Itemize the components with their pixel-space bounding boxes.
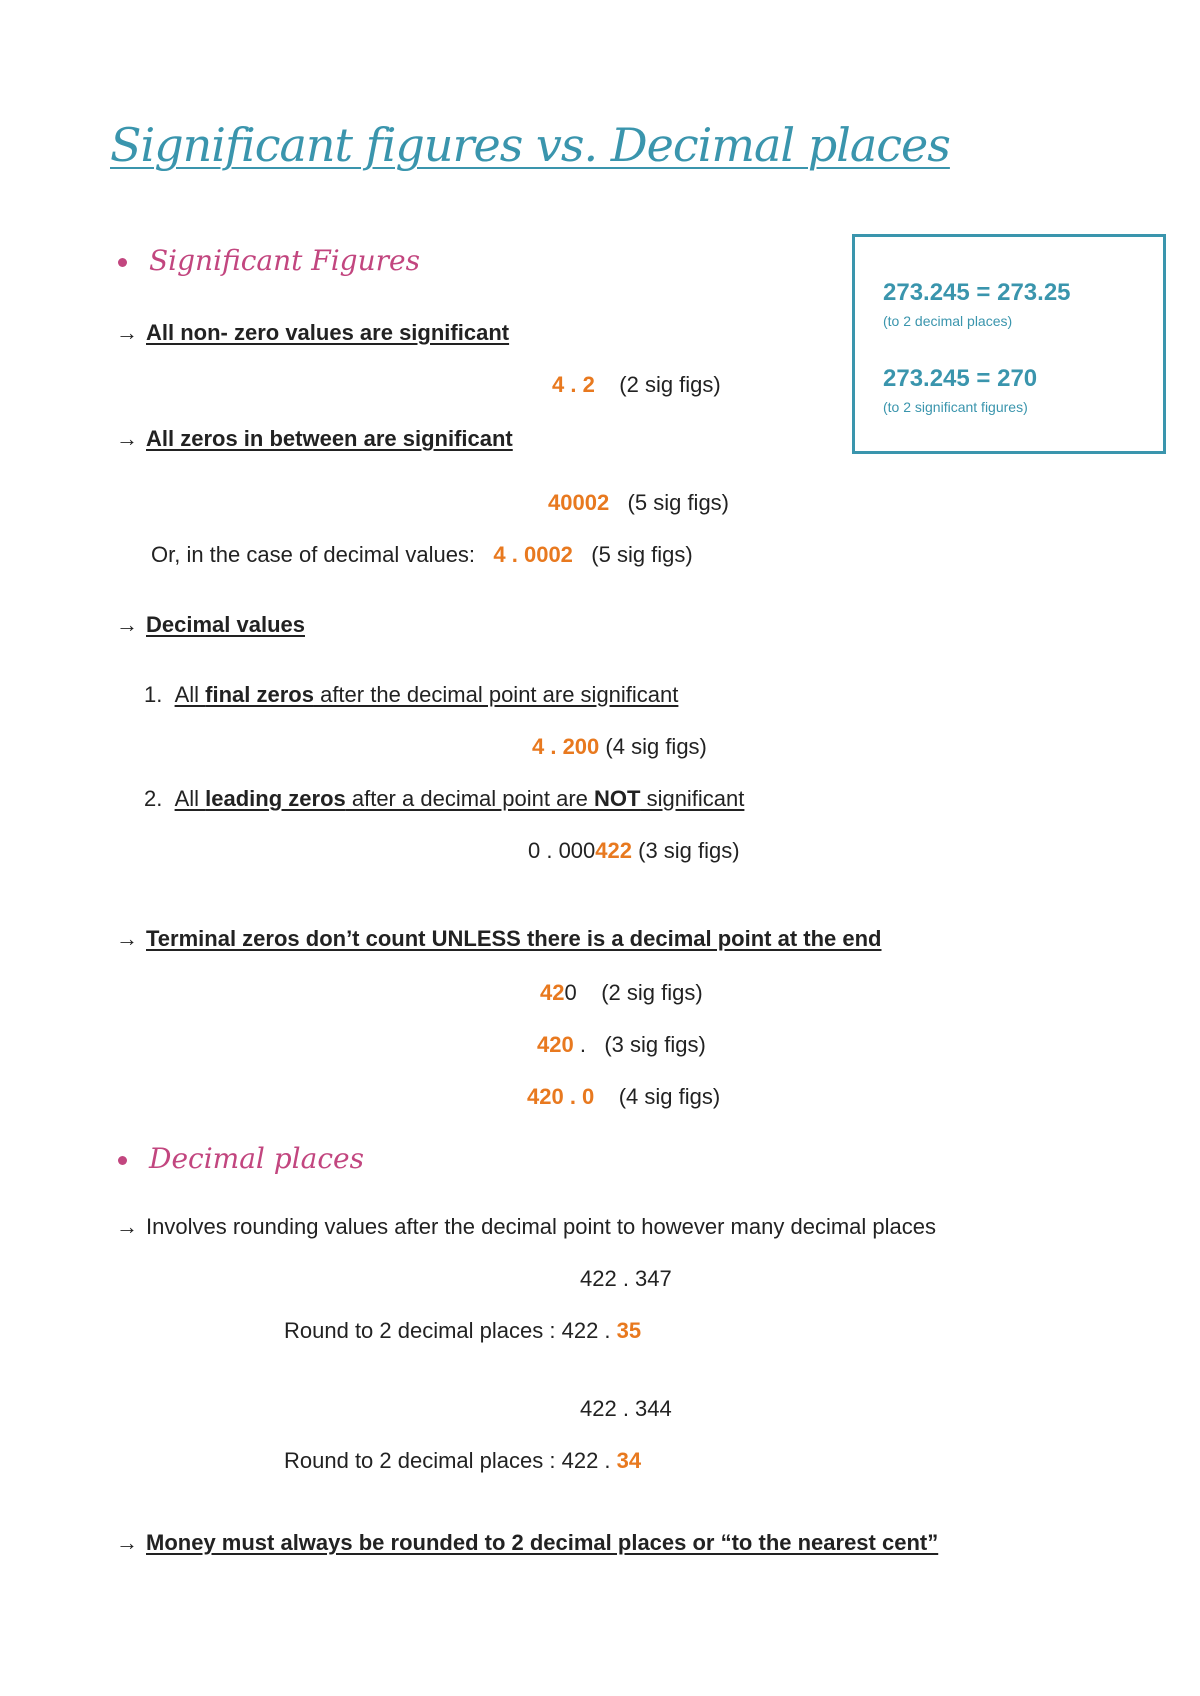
example-note: (2 sig figs) — [601, 980, 703, 1005]
equation-decimal-places-note: (to 2 decimal places) — [883, 313, 1013, 329]
example-decimal-between — [151, 542, 693, 568]
example-rounding-2 — [284, 1448, 641, 1474]
list-number: 2. — [144, 786, 163, 811]
example-value: 4 . 0002 — [493, 542, 573, 567]
example-leading-zeros — [528, 838, 740, 864]
example-value: 42 — [540, 980, 565, 1005]
list-text-bold: leading zeros — [205, 786, 346, 811]
example-terminal-3 — [527, 1084, 720, 1110]
page-title: Significant figures vs. Decimal places — [110, 118, 950, 172]
example-lead: Round to 2 decimal places : 422 . — [284, 1318, 617, 1343]
example-final-zeros — [532, 734, 707, 760]
example-value: 422 — [595, 838, 632, 863]
equation-sig-figs-note: (to 2 significant figures) — [883, 399, 1028, 415]
example-plain: 0 — [564, 980, 577, 1005]
rule-between — [116, 426, 513, 452]
equation-sig-figs: 273.245 = 270 — [883, 365, 1038, 392]
list-text — [175, 786, 745, 811]
example-number-2: 422 . 344 — [580, 1396, 672, 1421]
list-item-leading-zeros — [144, 786, 744, 812]
example-note: (5 sig figs) — [591, 542, 693, 567]
rule-nonzero — [116, 320, 509, 346]
rule-terminal-zeros-text: Terminal zeros don’t count UNLESS there is a decimal point at the end — [146, 926, 882, 951]
list-text-bold: final zeros — [205, 682, 314, 707]
rule-between-text: All zeros in between are significant — [146, 426, 513, 451]
example-note: (5 sig figs) — [627, 490, 730, 515]
example-value: 35 — [616, 1318, 642, 1343]
arrow-icon: → — [116, 1214, 138, 1239]
example-value: 40002 — [548, 490, 610, 515]
decimal-places-heading-row — [118, 1142, 364, 1175]
arrow-icon: → — [116, 926, 138, 951]
rule-rounding — [116, 1214, 936, 1240]
example-terminal-2 — [537, 1032, 706, 1058]
example-note: (3 sig figs) — [604, 1032, 706, 1057]
rule-decimal-values — [116, 612, 305, 638]
example-value: 4 . 200 — [532, 734, 600, 759]
example-between — [548, 490, 729, 516]
arrow-icon: → — [116, 1530, 138, 1555]
comparison-box — [852, 234, 1166, 454]
example-nonzero — [552, 372, 721, 398]
arrow-icon: → — [116, 320, 138, 345]
example-lead: Or, in the case of decimal values: — [151, 542, 476, 567]
example-value: 420 . 0 — [527, 1084, 595, 1109]
list-item-final-zeros — [144, 682, 678, 708]
example-number-1: 422 . 347 — [580, 1266, 672, 1291]
bullet-icon — [118, 1156, 127, 1165]
rule-money — [116, 1530, 938, 1556]
rule-decimal-values-text: Decimal values — [146, 612, 305, 637]
list-text-part: after the decimal point are significant — [313, 682, 679, 707]
sig-figs-heading-row — [118, 244, 420, 277]
example-value: 4 . 2 — [552, 372, 595, 397]
rule-money-text: Money must always be rounded to 2 decimal places or “to the nearest cent” — [146, 1530, 939, 1555]
example-terminal-1 — [540, 980, 703, 1006]
list-text-part: All — [174, 786, 206, 811]
list-text — [175, 682, 679, 707]
sig-figs-heading: Significant Figures — [149, 244, 420, 277]
decimal-places-heading: Decimal places — [149, 1142, 364, 1175]
example-plain: . — [579, 1032, 586, 1057]
example-rounding-1 — [284, 1318, 641, 1344]
example-lead: Round to 2 decimal places : 422 . — [284, 1448, 617, 1473]
rule-rounding-text: Involves rounding values after the decimal point to however many decimal places — [146, 1214, 936, 1239]
arrow-icon: → — [116, 612, 138, 637]
rule-nonzero-text: All non- zero values are significant — [146, 320, 510, 345]
example-value: 34 — [616, 1448, 642, 1473]
example-note: (2 sig figs) — [619, 372, 721, 397]
example-value: 420 — [537, 1032, 574, 1057]
list-number: 1. — [144, 682, 163, 707]
list-text-part: All — [174, 682, 206, 707]
arrow-icon: → — [116, 426, 138, 451]
example-note: (4 sig figs) — [605, 734, 707, 759]
list-text-bold: NOT — [594, 786, 641, 811]
list-text-part: after a decimal point are — [345, 786, 594, 811]
equation-decimal-places: 273.245 = 273.25 — [883, 279, 1071, 306]
example-note: (3 sig figs) — [638, 838, 740, 863]
bullet-icon — [118, 258, 127, 267]
example-note: (4 sig figs) — [618, 1084, 721, 1109]
rule-terminal-zeros — [116, 926, 882, 952]
example-plain: 0 . 000 — [528, 838, 596, 863]
list-text-part: significant — [640, 786, 745, 811]
